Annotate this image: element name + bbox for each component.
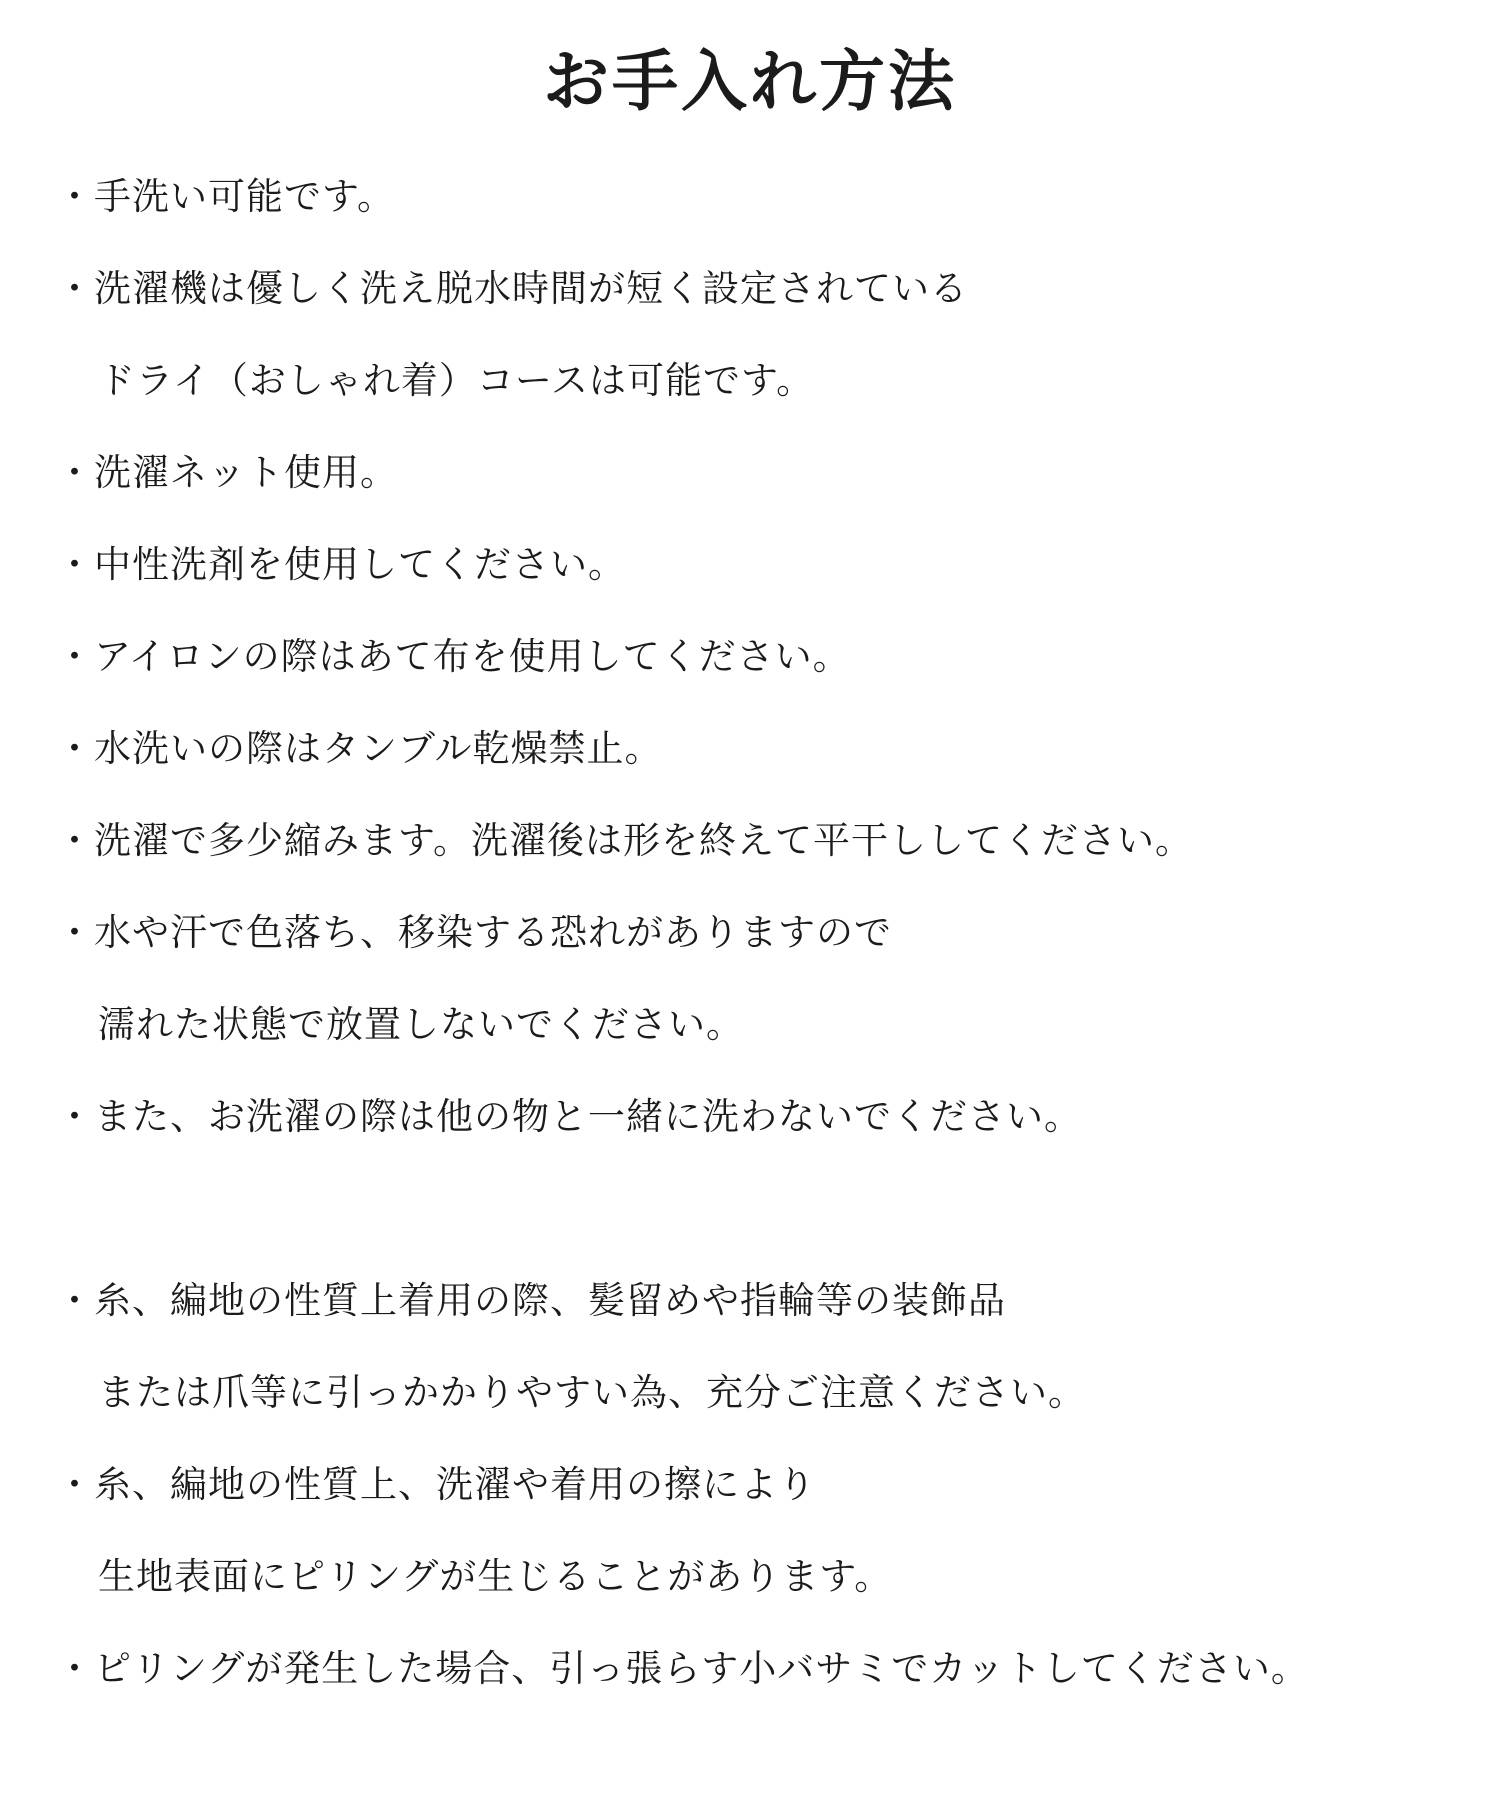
bullet-icon: ・ [56, 176, 94, 218]
care-section-washing [56, 151, 1460, 1163]
instruction-line [56, 243, 1460, 335]
care-item [56, 1255, 1460, 1439]
instruction-line [56, 1439, 1460, 1531]
instruction-text: 中性洗剤を使用してください。 [94, 544, 626, 586]
care-item [56, 611, 1460, 703]
instruction-line [56, 1623, 1460, 1715]
instruction-line-continuation: 濡れた状態で放置しないでください。 [98, 1004, 744, 1046]
instruction-text: 糸、編地の性質上、洗濯や着用の擦により [94, 1464, 816, 1506]
instruction-line [56, 427, 1460, 519]
instruction-text: 水や汗で色落ち、移染する恐れがありますので [94, 912, 892, 954]
care-item [56, 1071, 1460, 1163]
care-item [56, 243, 1460, 427]
instruction-line [56, 1255, 1460, 1347]
care-section-fabric [56, 1255, 1460, 1715]
care-item [56, 519, 1460, 611]
bullet-icon: ・ [56, 452, 94, 494]
care-item [56, 887, 1460, 1071]
instruction-text: 洗濯ネット使用。 [94, 452, 398, 494]
instruction-text: 糸、編地の性質上着用の際、髪留めや指輪等の装飾品 [94, 1280, 1006, 1322]
care-item [56, 795, 1460, 887]
instruction-line [56, 519, 1460, 611]
bullet-icon: ・ [56, 1096, 94, 1138]
bullet-icon: ・ [56, 268, 94, 310]
instruction-line-continuation: または爪等に引っかかりやすい為、充分ご注意ください。 [98, 1372, 1086, 1414]
instruction-line-continuation: ドライ（おしゃれ着）コースは可能です。 [98, 360, 815, 402]
bullet-icon: ・ [56, 544, 94, 586]
bullet-icon: ・ [56, 1280, 94, 1322]
instruction-line [56, 795, 1460, 887]
instruction-line [56, 611, 1460, 703]
bullet-icon: ・ [56, 636, 94, 678]
instruction-text: 洗濯機は優しく洗え脱水時間が短く設定されている [94, 268, 968, 310]
instruction-text: 洗濯で多少縮みます。洗濯後は形を終えて平干ししてください。 [94, 820, 1194, 862]
instruction-text: また、お洗濯の際は他の物と一緒に洗わないでください。 [94, 1096, 1082, 1138]
instruction-text: ピリングが発生した場合、引っ張らす小バサミでカットしてください。 [94, 1648, 1309, 1690]
instruction-text: 水洗いの際はタンブル乾燥禁止。 [94, 728, 663, 770]
care-item [56, 703, 1460, 795]
bullet-icon: ・ [56, 820, 94, 862]
care-instructions-list [0, 121, 1500, 1715]
bullet-icon: ・ [56, 1464, 94, 1506]
instruction-line [56, 703, 1460, 795]
instruction-line-continuation: 生地表面にピリングが生じることがあります。 [98, 1556, 893, 1598]
instruction-line [56, 151, 1460, 243]
care-item [56, 1623, 1460, 1715]
bullet-icon: ・ [56, 912, 94, 954]
instruction-text: アイロンの際はあて布を使用してください。 [94, 636, 851, 678]
bullet-icon: ・ [56, 1648, 94, 1690]
instruction-line [56, 1071, 1460, 1163]
page-title: お手入れ方法 [543, 44, 957, 118]
care-item [56, 427, 1460, 519]
care-item [56, 1439, 1460, 1623]
bullet-icon: ・ [56, 728, 94, 770]
care-item [56, 151, 1460, 243]
instruction-text: 手洗い可能です。 [94, 176, 396, 218]
instruction-line [56, 887, 1460, 979]
